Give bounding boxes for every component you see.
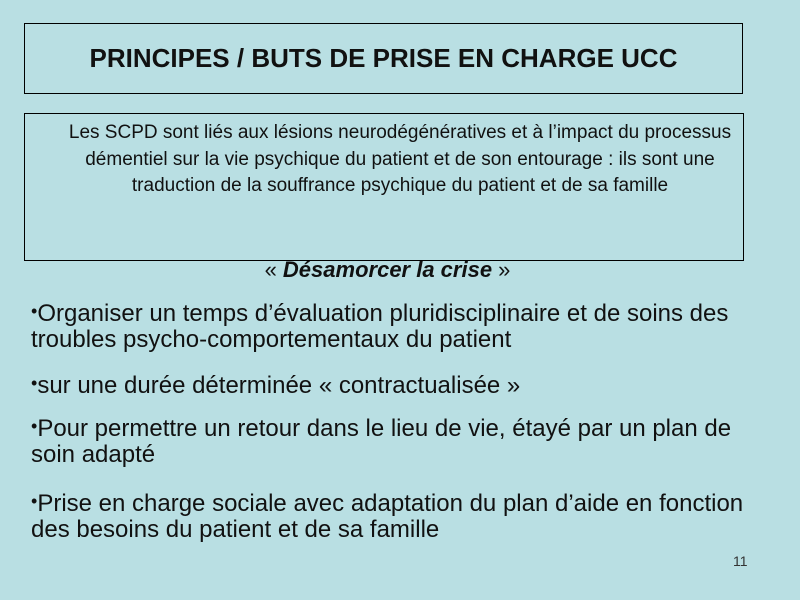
bullet-item bbox=[31, 488, 766, 543]
intro-text: Les SCPD sont liés aux lésions neurodégénératives et à l’impact du processus démentiel sur la vie psychique du patient et de son entourage : ils sont une traduction de la souffrance psychique du patient et de sa famille bbox=[68, 122, 732, 196]
intro-box bbox=[24, 113, 744, 261]
bullet-text: Organiser un temps d’évaluation pluridisciplinaire et de soins des troubles psycho-comportementaux du patient bbox=[31, 300, 729, 353]
subtitle bbox=[150, 257, 625, 283]
bullet-icon: • bbox=[31, 373, 38, 393]
subtitle-emphasis: Désamorcer la crise bbox=[282, 257, 493, 282]
bullet-item bbox=[31, 413, 766, 468]
title-box bbox=[24, 23, 743, 94]
bullet-item bbox=[31, 370, 766, 399]
bullet-item bbox=[31, 298, 766, 353]
bullet-list bbox=[31, 298, 766, 543]
bullet-text: sur une durée déterminée « contractualisée » bbox=[37, 372, 521, 399]
bullet-icon: • bbox=[31, 301, 38, 321]
page-number: 11 bbox=[733, 553, 748, 569]
bullet-icon: • bbox=[31, 416, 38, 436]
subtitle-close-quote: » bbox=[492, 257, 511, 282]
bullet-text: Prise en charge sociale avec adaptation du plan d’aide en fonction des besoins du patient et de sa famille bbox=[31, 490, 744, 543]
slide-title: PRINCIPES / BUTS DE PRISE EN CHARGE UCC bbox=[89, 43, 678, 73]
subtitle-open-quote: « bbox=[264, 257, 283, 282]
bullet-text: Pour permettre un retour dans le lieu de vie, étayé par un plan de soin adapté bbox=[31, 415, 732, 468]
bullet-icon: • bbox=[31, 491, 38, 511]
